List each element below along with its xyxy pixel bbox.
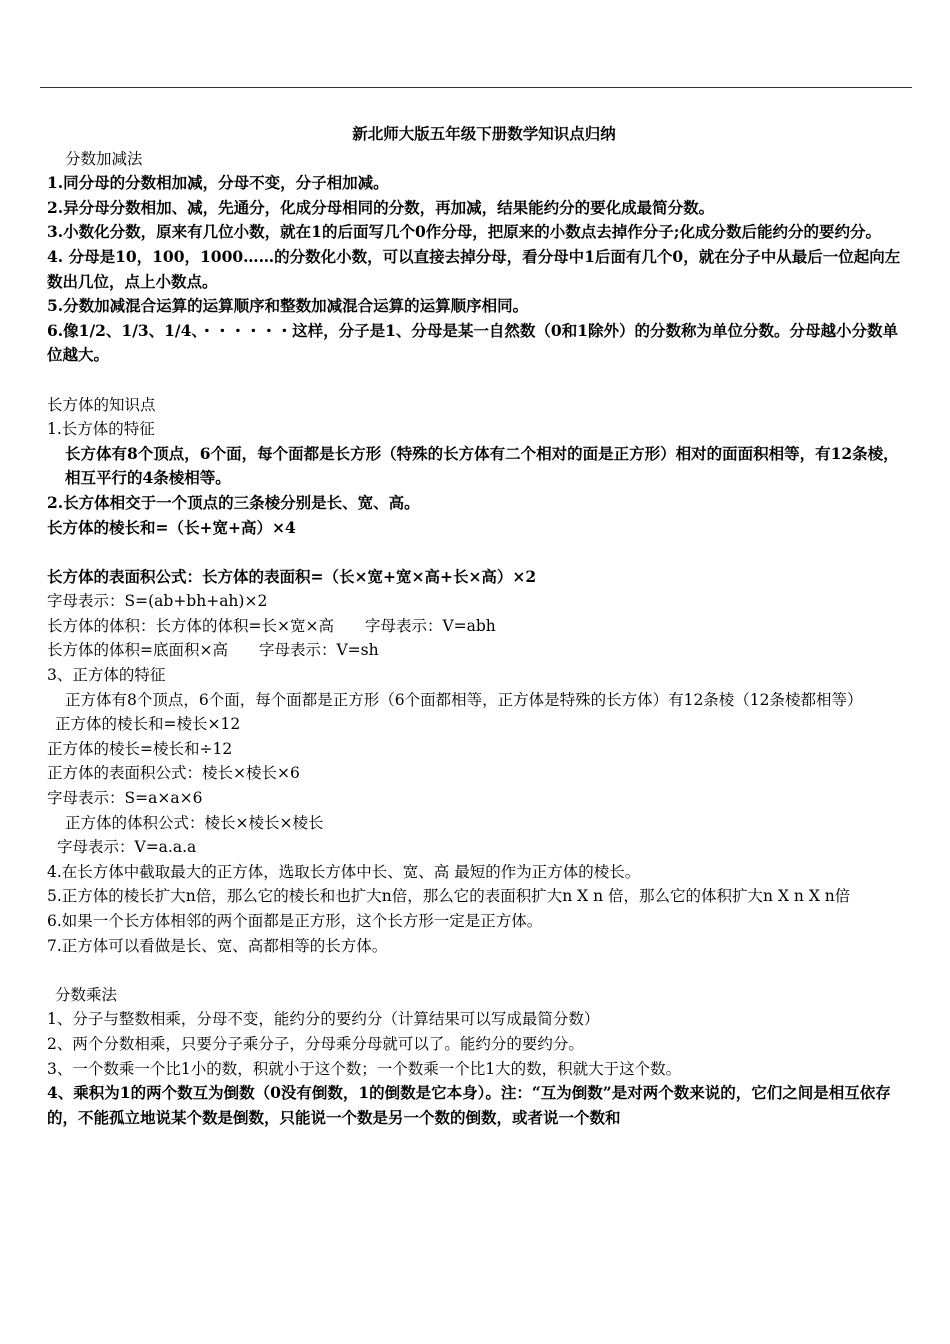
page-title: 新北师大版五年级下册数学知识点归纳 xyxy=(352,124,616,143)
paragraph: 正方体的棱长=棱长和÷12 xyxy=(47,739,233,758)
paragraph: 2.异分母分数相加、减，先通分，化成分母相同的分数，再加减，结果能约分的要化成最简分数。 xyxy=(47,197,715,217)
paragraph: 6.像1/2、1/3、1/4、・・・・・・这样，分子是1、分母是某一自然数（0和1除外）的分数称为单位分数。分母越小分数单位越大。 xyxy=(47,320,898,365)
paragraph: 3、一个数乘一个比1小的数，积就小于这个数；一个数乘一个比1大的数，积就大于这个数。 xyxy=(47,1059,682,1078)
paragraph: 4、乘积为1的两个数互为倒数（0没有倒数，1的倒数是它本身）。注：“互为倒数”是对两个数来说的，它们之间是相互依存的，不能孤立地说某个数是倒数，只能说一个数是另一个数的倒数，或者说一个数和 xyxy=(47,1083,891,1127)
blank-line xyxy=(47,540,909,565)
paragraph: 字母表示：S=(ab+bh+ah)×2 xyxy=(47,592,268,611)
section-heading-fraction-add-sub: 分数加减法 xyxy=(65,149,143,168)
blank-line xyxy=(47,368,909,393)
paragraph: 1.同分母的分数相加减，分母不变，分子相加减。 xyxy=(47,173,389,193)
paragraph: 4.在长方体中截取最大的正方体，选取长方体中长、宽、高 最短的作为正方体的棱长。 xyxy=(47,862,641,881)
paragraph: 5.分数加减混合运算的运算顺序和整数加减混合运算的运算顺序相同。 xyxy=(47,296,529,316)
paragraph: 1、分子与整数相乘，分母不变，能约分的要约分（计算结果可以写成最简分数） xyxy=(47,1010,600,1029)
paragraph: 字母表示：V=a.a.a xyxy=(57,838,197,857)
header-rule xyxy=(40,87,912,88)
paragraph: 正方体有8个顶点，6个面，每个面都是正方形（6个面都相等，正方体是特殊的长方体）有12条棱（12条棱都相等） xyxy=(65,690,863,709)
paragraph: 4. 分母是10，100，1000……的分数化小数，可以直接去掉分母，看分母中1后面有几个0，就在分子中从最后一位起向左数出几位，点上小数点。 xyxy=(47,246,901,291)
paragraph: 正方体的体积公式：棱长×棱长×棱长 xyxy=(65,813,324,832)
paragraph: 正方体的表面积公式：棱长×棱长×6 xyxy=(47,764,300,783)
paragraph: 长方体的棱长和=（长+宽+高）×4 xyxy=(47,517,296,537)
document-body xyxy=(47,122,909,1130)
paragraph: 长方体的体积：长方体的体积=长×宽×高 字母表示：V=abh xyxy=(47,616,496,635)
section-heading-fraction-multiply: 分数乘法 xyxy=(55,985,118,1004)
paragraph: 6.如果一个长方体相邻的两个面都是正方形，这个长方形一定是正方体。 xyxy=(47,912,543,930)
blank-line xyxy=(47,958,909,983)
paragraph: 3.小数化分数，原来有几位小数，就在1的后面写几个0作分母，把原来的小数点去掉作分子;化成分数后能约分的要约分。 xyxy=(47,222,881,242)
paragraph: 1.长方体的特征 xyxy=(47,420,155,439)
paragraph: 长方体的体积=底面积×高 字母表示：V=sh xyxy=(47,641,379,660)
paragraph: 长方体有8个顶点，6个面，每个面都是长方形（特殊的长方体有二个相对的面是正方形）相对的面面积相等，有12条棱，相互平行的4条棱相等。 xyxy=(65,443,899,488)
paragraph: 2.长方体相交于一个顶点的三条棱分别是长、宽、高。 xyxy=(47,492,420,512)
paragraph: 字母表示：S=a×a×6 xyxy=(47,789,203,808)
paragraph: 长方体的表面积公式：长方体的表面积=（长×宽+宽×高+长×高）×2 xyxy=(47,566,537,586)
paragraph: 正方体的棱长和=棱长×12 xyxy=(55,715,241,734)
paragraph: 2、两个分数相乘，只要分子乘分子，分母乘分母就可以了。能约分的要约分。 xyxy=(47,1034,584,1053)
paragraph: 7.正方体可以看做是长、宽、高都相等的长方体。 xyxy=(47,936,388,955)
paragraph: 3、正方体的特征 xyxy=(47,666,166,685)
section-heading-cuboid: 长方体的知识点 xyxy=(47,395,156,414)
paragraph: 5.正方体的棱长扩大n倍，那么它的棱长和也扩大n倍，那么它的表面积扩大n X n 倍，那么它的体积扩大n X n X n倍 xyxy=(47,887,851,906)
